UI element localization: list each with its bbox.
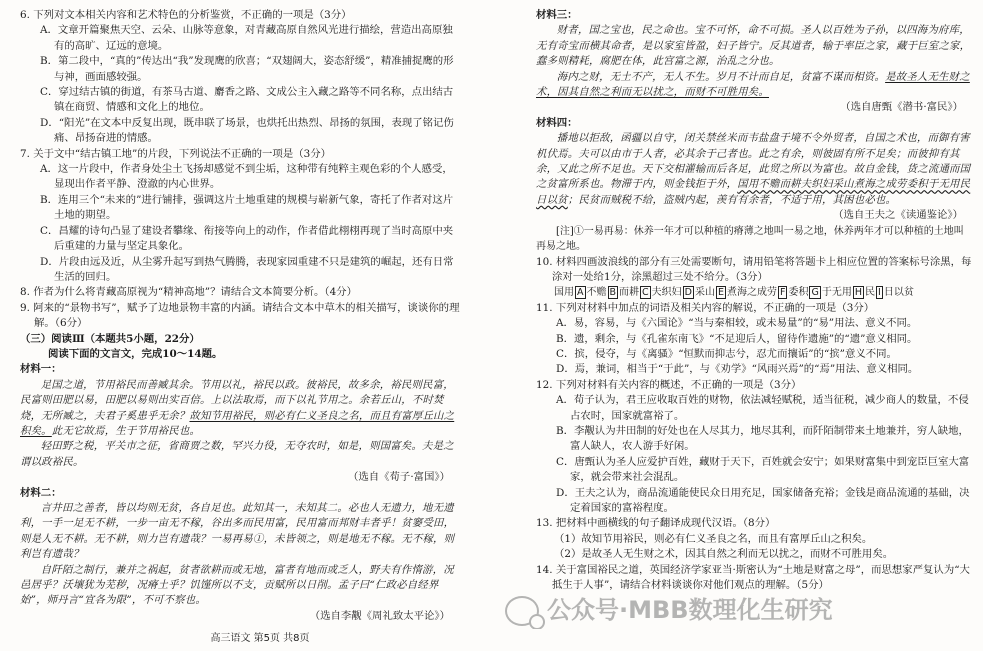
material3-paragraph2: 海内之财，无土不产，无人不生。岁月不计而自足，贫富不谋而相资。是故圣人无生财之术，因其自然之利而无以扰之，而财不可胜用矣。 [536,70,970,99]
material3-title: 材料三： [536,9,578,21]
material2-title: 材料二： [20,486,62,499]
q10-segment: 煮海之成劳 [727,287,778,299]
q11-option-c: C．摈，侵夺，与《离骚》“恒默而抑志兮，忍尤而攘诟”的“摈”意义不同。 [556,347,897,360]
q10-answer-line [536,285,973,300]
q10-answer-box-h[interactable]: H [854,287,863,299]
q13-stem: 13. 把材料中画横线的句子翻译成现代汉语。（8分） [536,517,776,530]
q6-option-a: A．文章开篇聚焦天空、云朵、山脉等意象，对青藏高原自然风光进行描绘，营造出高原独有的高旷、辽远的意境。 [40,24,453,52]
watermark [505,593,975,629]
q10-answer-box-c[interactable]: C [642,287,649,299]
page-footer: 高三语文 第5页 共8页 [210,633,310,644]
q6-stem: 6. 下列对文本相关内容和艺术特色的分析鉴赏，不正确的一项是（3分） [20,9,352,21]
q10-answer-box-d[interactable]: D [684,287,692,299]
q9: 9. 阿来的“景物书写”，赋予了边地景物丰富的内涵。请结合文本中草木的相关描写，谈谈你的理解。（6分） [20,301,460,330]
material1-title: 材料一： [20,363,62,376]
annotation-note: [注]①一易再易：休养一年才可以种植的瘠薄之地叫一易之地，休养两年才可以种植的土地叫再易之地。 [536,225,964,253]
material1-paragraph2: 轻田野之税，平关市之征，省商贾之数，罕兴力役，无夺农时，如是，则国富矣。夫是之谓以政裕民。 [20,440,454,468]
q13-sentence1: （1）故知节用裕民，则必有仁义圣良之名，而且有富厚丘山之积矣。 [554,532,873,545]
q10-answer-box-i[interactable]: I [878,287,881,299]
material4-wavy-sentence: 国用不赡而耕夫织妇采山煮海之成劳委积于无用民日以贫 [536,178,971,206]
q7-option-d: D．片段由远及近，从尘雾升起写到热气腾腾，表现家园重建不只是建筑的崛起，还有日常生活的回归。 [40,255,454,283]
material2-paragraph1: 言井田之善者，皆以均则无贫，各自足也。此知其一，未知其二。必也人无遗力，地无遗利，一手一足无不耕，一步一亩无不稼，谷出多而民用富，民用富而邦财丰者乎！贫窭受田，则是人无不耕。无不耕，则力岂有遗哉？一易再易①，未皆领之，则是地无不稼。无不稼，则利岂有遗哉？ [20,502,455,561]
wechat-logo-icon [505,596,539,626]
q12-stem: 12. 下列对材料有关内容的概述，不正确的一项是（3分） [536,378,802,391]
q11-option-a: A．易，容易，与《六国论》“当与秦相较，或未易量”的“易”用法、意义不同。 [556,317,918,330]
watermark-text: 公众号·MBB数理化生研究 [547,596,833,625]
q10-answer-box-f[interactable]: F [780,287,786,299]
left-column [20,8,460,628]
q6-option-d: D．“阳光”在文本中反复出现，既串联了场景，也烘托出热烈、昂扬的氛围，表现了铭记伤痛、昂扬奋进的情感。 [40,116,454,145]
section3-title: （三）阅读Ⅲ（本题共5小题，22分） [20,332,200,345]
right-column [536,8,973,628]
material1-underlined-sentence: 故知节用裕民，则必有仁义圣良之名，而且有富厚丘山之积矣。 [20,409,455,437]
material2-source: （选自李觏《周礼致太平论》） [309,609,450,622]
q6-option-c: C．穿过结古镇的街道，有茶马古道、麝香之路、文成公主入藏之路等不同名称，点出结古镇在商贸、情感和文化上的地位。 [40,86,454,114]
q7-option-c: C．昌耀的诗句凸显了建设者攀缘、衔接等向上的动作，作者借此栩栩再现了当时高原中夹后重建的力量与坚定具象化。 [40,224,454,253]
q11-option-d: D．焉，兼词，相当于“于此”，与《劝学》“风雨兴焉”的“焉”用法、意义相同。 [556,363,919,376]
material3-underlined-sentence: 是故圣人无生财之术，因其自然之利而无以扰之，而财不可胜用矣。 [536,70,970,99]
material4-paragraph1: 播地以拒敌，函疆以自守，闭关禁丝米而韦盐盘于境不令外贸者，自国之术也，而御有害机伏焉。夫可以由市于人者，必其余于己者也。此之有余，则彼固有所不足矣；而彼抑有其余，又此之所不足也。天下交相灌输而后各足，此贸之所以为富也。故自金钱，货之流通而国之贫富所系也。物滞于内，则金钱拒于外，国用不赡而耕夫织妇采山煮海之成劳委积于无用民日以贫；民贫而贼税不给，盗贼内起，羡有有余者，不适于用，其困也必也。 [536,132,971,206]
q10-segment: 于无用 [821,287,852,299]
q14: 14. 关于富国裕民之道，英国经济学家亚当·斯密认为“土地是财富之母”，而思想家严复认为“大抵生于人事”，请结合材料谈谈你对他们观点的理解。（5分） [536,563,970,592]
q12-option-c: C．唐甄认为圣人应爱护百姓，藏财于天下，百姓就会安宁；如果财富集中到宠臣巨室大富家，就会带来社会混乱。 [556,455,970,484]
q10-segment: 日以贫 [883,287,914,299]
q7-option-b: B．连用三个“未来的”进行铺排，强调这片土地重建的规模与崭新气象，寄托了作者对这片土地的期望。 [40,193,454,222]
q12-option-d: D．王夫之认为，商品流通能使民众日用充足，国家储备充裕；金钱是商品流通的基础，决定着国家的富裕程度。 [556,486,970,514]
q10-segment: 民 [865,287,876,299]
q10-segment: 不赡 [586,287,607,299]
q10-answer-box-e[interactable]: E [718,287,725,299]
material2-paragraph2: 自阡陌之制行，兼并之祸起，贫者欲耕而或无地，富者有地而或乏人，野夫有作惰游，况邑居乎？沃壤犹为芜秽，况瘠土乎？饥馑所以不支，贡赋所以日削。孟子曰“仁政必自经界始”，师丹言“宜各为限”，不可不察也。 [20,563,454,607]
material4-title: 材料四： [536,116,578,129]
q10-segment: 委积 [788,287,809,299]
q10-stem: 10. 材料四画波浪线的部分有三处需要断句，请用铅笔将答题卡上相应位置的答案标号涂黑，每涂对一处给1分，涂黑超过三处不给分。（3分） [536,255,972,283]
q10-answer-box-g[interactable]: G [811,287,819,299]
q10-segment: 而耕 [619,287,640,299]
material3-paragraph1: 财者，国之宝也，民之命也。宝不可怀，命不可损。圣人以百姓为子孙，以四海为府库，无有奇宝而横其命者，是以家室皆盈，妇子皆宁。反其道者，输于率臣之家，藏于巨室之家，蠢多则精耗，腐肥在体，此宫富之源，治乱之分也。 [536,24,971,68]
material4-source: （选自王夫之《读通鉴论》） [833,209,963,222]
section3-instruction: 阅读下面的文言文，完成10～14题。 [48,347,223,360]
q7-stem: 7. 关于文中“结古镇工地”的片段，下列说法不正确的一项是（3分） [20,147,331,160]
q10-segment: 国用 [554,287,574,299]
material1-paragraph1: 足国之道，节用裕民而善臧其余。节用以礼，裕民以政。彼裕民，故多余，裕民则民富，民富则田肥以易，田肥以易则出实百倍。上以法取焉，而下以礼节用之。余若丘山，不时焚烧，无所臧之，夫君子奚患乎无余？故知节用裕民，则必有仁义圣良之名，而且有富厚丘山之积矣。此无它故焉，生于节用裕民也。 [20,378,455,437]
q10-answer-box-b[interactable]: B [609,287,617,299]
q10-segment: 夫织妇 [651,287,682,299]
q8: 8. 作者为什么将青藏高原视为“精神高地”？请结合文本简要分析。（4分） [20,286,357,299]
q10-answer-box-a[interactable]: A [577,287,584,299]
q12-option-b: B．李觏认为井田制的好处也在人尽其力，地尽其利，而阡陌制带来土地兼并，穷人缺地，富人缺人，农人游手好闲。 [556,424,969,453]
q13-sentence2: （2）是故圣人无生财之术，因其自然之利而无以扰之，而财不可胜用矣。 [554,548,894,561]
q6-option-b: B．第二段中，“真的”传达出“我”发现鹰的欣喜；“双翅阔大，姿态舒缓”，精准捕捉鹰的形与神，画面感较强。 [40,55,454,83]
material1-source: （选自《荀子·富国》） [347,471,450,484]
q11-option-b: B．遗，剩余，与《孔雀东南飞》“不足迎后人，留待作遗施”的“遗”意义相同。 [556,332,918,345]
q10-segment: 采山 [695,287,715,299]
q11-stem: 11. 下列对材料中加点的词语及相关内容的解说，不正确的一项是（3分） [536,301,875,314]
q7-option-a: A．这一片段中，作者身处尘土飞扬却感觉不到尘垢，这种带有纯粹主观色彩的个人感受，显现出作者平静、澄澈的内心世界。 [40,163,453,191]
material3-source: （选自唐甄《潜书·富民》） [840,101,963,114]
q12-option-a: A．荀子认为，君王应收取百姓的财物，依法减轻赋税，适当征税，减少商人的数量，不侵占农时，国家就富裕了。 [556,394,969,422]
